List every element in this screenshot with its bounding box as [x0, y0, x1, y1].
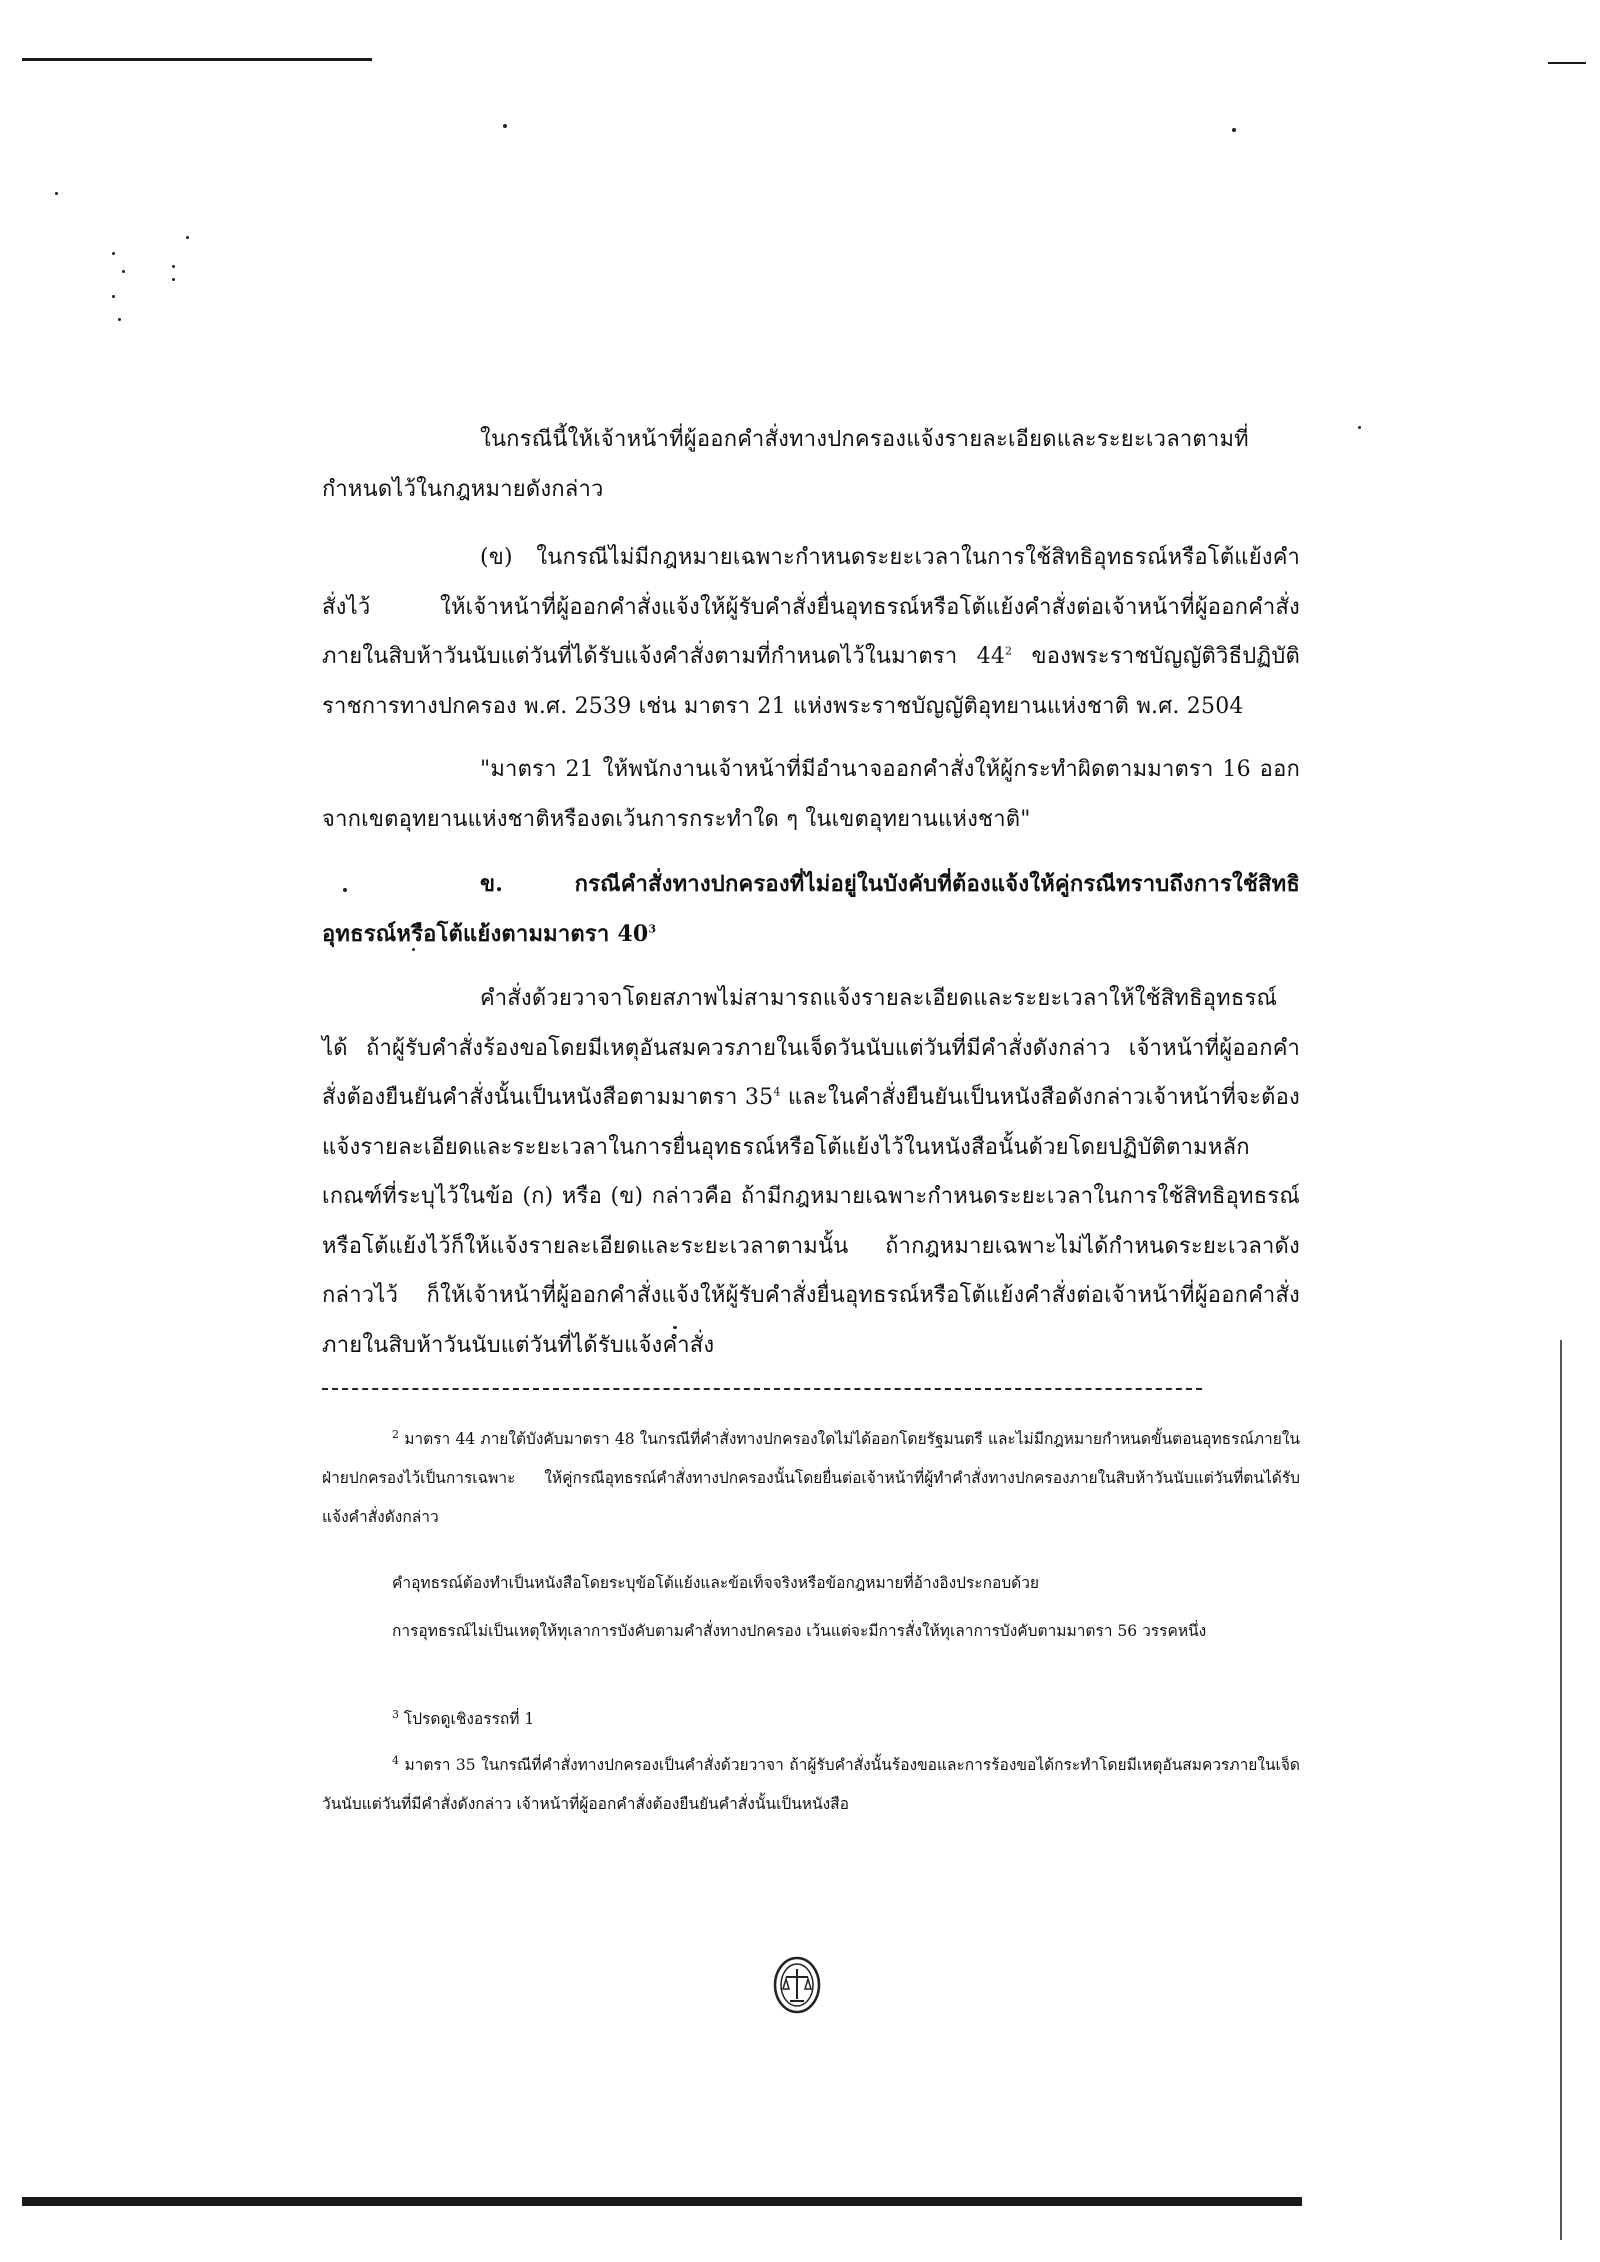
footnote-mark: 3: [392, 1707, 399, 1721]
statute-quote: "มาตรา 21 ให้พนักงานเจ้าหน้าที่มีอำนาจออกคำสั่งให้ผู้กระทำผิดตามมาตรา 16 ออกจากเขตอุทยานแห่งชาติหรืองดเว้นการกระทำใด ๆ ในเขตอุทยานแห่งชาติ": [322, 757, 1300, 832]
scan-edge-top: [22, 58, 372, 61]
scan-speck: [112, 252, 115, 255]
scan-edge-bottom: [22, 2197, 1302, 2206]
scan-speck: [1358, 426, 1361, 429]
scan-speck: [186, 236, 189, 239]
footnote: [322, 1700, 1300, 1739]
scan-speck: [112, 295, 115, 298]
footnote-mark: 2: [392, 1427, 399, 1441]
scan-speck: [122, 270, 125, 273]
scan-edge-top-right: [1548, 62, 1586, 64]
scan-speck: [1232, 128, 1236, 132]
body-paragraph: ในกรณีนี้ให้เจ้าหน้าที่ผู้ออกคำสั่งทางปกครองแจ้งรายละเอียดและระยะเวลาตามที่กำหนดไว้ในกฎหมายดังกล่าว: [322, 427, 1249, 502]
footnote-ref: 2: [1005, 644, 1013, 658]
scan-speck: [118, 318, 121, 321]
footnote-ref: 4: [773, 1085, 781, 1099]
footnote-separator: [322, 1388, 1202, 1390]
court-seal-icon: [772, 1955, 822, 2015]
scan-speck: [172, 278, 175, 281]
scan-speck: [172, 265, 175, 268]
footnote: [322, 1746, 1300, 1824]
footnote-text: โปรดดูเชิงอรรถที่ 1: [399, 1710, 535, 1728]
footnote: [322, 1420, 1300, 1537]
paragraph-text: (ข) ในกรณีไม่มีกฎหมายเฉพาะกำหนดระยะเวลาในการใช้สิทธิอุทธรณ์หรือโต้แย้งคำสั่งไว้ ให้เจ้าหน้าที่ผู้ออกคำสั่งแจ้งให้ผู้รับคำสั่งยื่นอุทธรณ์หรือโต้แย้งคำสั่งต่อเจ้าหน้าที่ผู้ออกคำสั่งภายในสิบห้าวันนับแต่วันที่ได้รับแจ้งคำสั่งตามที่กำหนดไว้ในมาตรา 44: [322, 545, 1300, 669]
footnote-text: มาตรา 35 ในกรณีที่คำสั่งทางปกครองเป็นคำสั่งด้วยวาจา ถ้าผู้รับคำสั่งนั้นร้องขอและการร้องขอได้กระทำโดยมีเหตุอันสมควรภายในเจ็ดวันนับแต่วันที่มีคำสั่งดังกล่าว เจ้าหน้าที่ผู้ออกคำสั่งต้องยืนยันคำสั่งนั้นเป็นหนังสือ: [322, 1756, 1300, 1813]
footnote-ref: 3: [648, 922, 657, 936]
scan-speck: [55, 192, 58, 195]
footnote: คำอุทธรณ์ต้องทำเป็นหนังสือโดยระบุข้อโต้แย้งและข้อเท็จจริงหรือข้อกฎหมายที่อ้างอิงประกอบด้วย: [392, 1574, 1040, 1592]
paragraph-text: คำสั่งด้วยวาจาโดยสภาพไม่สามารถแจ้งรายละเอียดและระยะเวลาให้ใช้สิทธิอุทธรณ์ได้ ถ้าผู้รับคำสั่งร้องขอโดยมีเหตุอันสมควรภายในเจ็ดวันนับแต่วันที่มีคำสั่งดังกล่าว เจ้าหน้าที่ผู้ออกคำสั่งต้องยืนยันคำสั่งนั้นเป็นหนังสือตามมาตรา 35: [322, 986, 1300, 1110]
footnote-text: มาตรา 44 ภายใต้บังคับมาตรา 48 ในกรณีที่คำสั่งทางปกครองใดไม่ได้ออกโดยรัฐมนตรี และไม่มีกฎหมายกำหนดขั้นตอนอุทธรณ์ภายในฝ่ายปกครองไว้เป็นการเฉพาะ ให้คู่กรณีอุทธรณ์คำสั่งทางปกครองนั้นโดยยื่นต่อเจ้าหน้าที่ผู้ทำคำสั่งทางปกครองภายในสิบห้าวันนับแต่วันที่ตนได้รับแจ้งคำสั่งดังกล่าว: [322, 1430, 1300, 1526]
paragraph-text-tail: และในคำสั่งยืนยันเป็นหนังสือดังกล่าวเจ้าหน้าที่จะต้องแจ้งรายละเอียดและระยะเวลาในการยื่นอุทธรณ์หรือโต้แย้งไว้ในหนังสือนั้นด้วยโดยปฏิบัติตามหลักเกณฑ์ที่ระบุไว้ในข้อ (ก) หรือ (ข) กล่าวคือ ถ้ามีกฎหมายเฉพาะกำหนดระยะเวลาในการใช้สิทธิอุทธรณ์หรือโต้แย้งไว้ก็ให้แจ้งรายละเอียดและระยะเวลาตามนั้น ถ้ากฎหมายเฉพาะไม่ได้กำหนดระยะเวลาดังกล่าวไว้ ก็ให้เจ้าหน้าที่ผู้ออกคำสั่งแจ้งให้ผู้รับคำสั่งยื่นอุทธรณ์หรือโต้แย้งคำสั่งต่อเจ้าหน้าที่ผู้ออกคำสั่งภายในสิบห้าวันนับแต่วันที่ได้รับแจ้งคำสั่ง: [322, 1085, 1300, 1358]
body-paragraph: [322, 974, 1300, 1370]
scan-speck: [503, 124, 507, 128]
body-paragraph: [322, 533, 1300, 731]
section-heading: [322, 860, 1300, 959]
footnote-mark: 4: [392, 1753, 399, 1767]
scan-edge-right: [1560, 1340, 1562, 2240]
footnote: การอุทธรณ์ไม่เป็นเหตุให้ทุเลาการบังคับตามคำสั่งทางปกครอง เว้นแต่จะมีการสั่งให้ทุเลาการบังคับตามมาตรา 56 วรรคหนึ่ง: [392, 1622, 1207, 1640]
heading-text: ข. กรณีคำสั่งทางปกครองที่ไม่อยู่ในบังคับที่ต้องแจ้งให้คู่กรณีทราบถึงการใช้สิทธิอุทธรณ์หรือโต้แย้งตามมาตรา 40: [322, 871, 1300, 947]
paragraph-text-tail: ของพระราชบัญญัติวิธีปฏิบัติราชการทางปกครอง พ.ศ. 2539 เช่น มาตรา 21 แห่งพระราชบัญญัติอุทยานแห่งชาติ พ.ศ. 2504: [322, 644, 1300, 719]
